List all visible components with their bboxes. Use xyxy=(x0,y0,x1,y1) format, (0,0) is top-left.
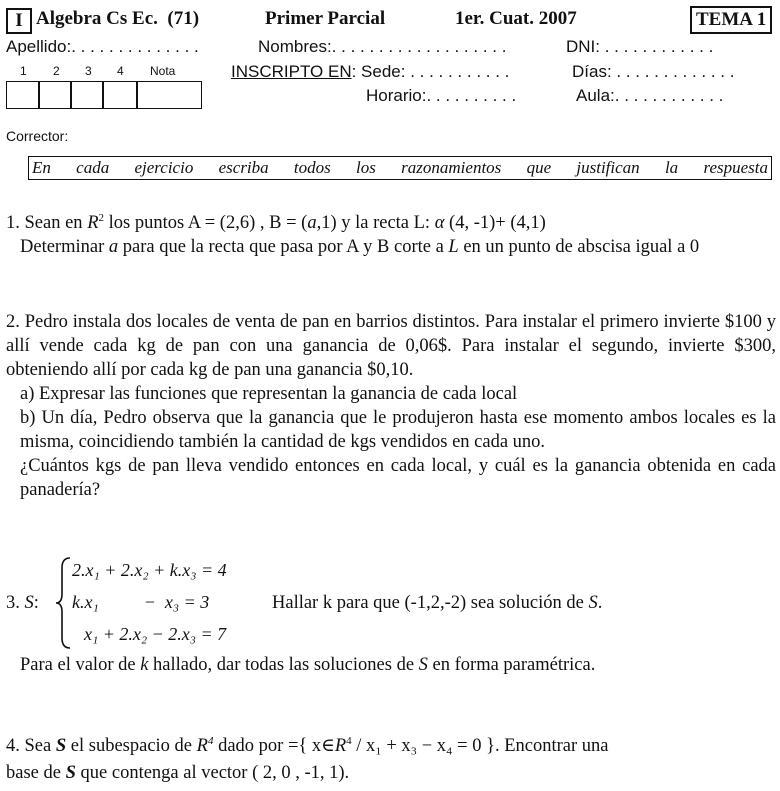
ex3-para-a: Para el valor de xyxy=(20,655,141,675)
ex1-text-b: los puntos A = (2,6) , B = ( xyxy=(104,213,308,234)
ex4-S: S xyxy=(55,736,67,757)
course-name: Algebra Cs Ec. xyxy=(36,8,158,29)
grade-label-4: 4 xyxy=(117,64,124,78)
ex4-text-d: / x₁ + x₃ − x₄ = 0 }. Encontrar una xyxy=(351,736,609,757)
system-row-1: 2.x₁ + 2.x₂ + k.x₃ = 4 xyxy=(72,560,227,580)
exercise-3-hallar xyxy=(272,593,602,614)
ex4-R-2: R xyxy=(334,736,347,757)
nombres-field: Nombres:. . . . . . . . . . . . . . . . . . . xyxy=(258,37,507,56)
system-row-3: x₁ + 2.x₂ − 2.x₃ = 7 xyxy=(84,624,227,644)
dni-field: DNI: . . . . . . . . . . . . xyxy=(566,37,714,56)
grade-cell-4[interactable] xyxy=(102,81,138,109)
exercise-4-line-1 xyxy=(6,735,608,757)
ex3-S-2: S xyxy=(588,593,598,613)
course-code: (71) xyxy=(167,8,200,29)
ex4-text-b: el subespacio de xyxy=(66,736,197,757)
inscripto-label: INSCRIPTO EN xyxy=(231,62,352,81)
grade-label-nota: Nota xyxy=(150,64,176,78)
ex3-number: 3. xyxy=(6,593,20,613)
apellido-field: Apellido:. . . . . . . . . . . . . . xyxy=(6,37,199,56)
ex3-para-b: hallado, dar todas las soluciones de xyxy=(148,655,419,675)
ex1-a: a xyxy=(307,213,317,234)
instruction-text: En cada ejercicio escriba todos los razonamientos que justifican la respuesta xyxy=(32,158,768,177)
exercise-2 xyxy=(6,310,776,502)
grade-label-2: 2 xyxy=(53,64,60,78)
grade-label-1: 1 xyxy=(20,64,27,78)
ex3-S-3: S xyxy=(418,655,428,675)
corrector-field: Corrector: xyxy=(6,128,69,144)
exercise-2-intro: 2. Pedro instala dos locales de venta de pan en barrios distintos. Para instalar el primero invierte $100 y allí vende cada kg de pan con una ganancia de 0,06$. Para instalar el segundo, invierte $300, obteniendo allí por cada kg de pan una ganancia $0,10. xyxy=(6,312,776,380)
ex1-text-f: para que la recta que pasa por A y B corte a xyxy=(118,237,449,258)
ex1-text-g: en un punto de abscisa igual a 0 xyxy=(458,237,700,258)
dias-field: Días: . . . . . . . . . . . . . xyxy=(572,62,735,81)
exercise-2-part-a: a) Expresar las funciones que representan la ganancia de cada local xyxy=(20,384,518,404)
ex3-dot: . xyxy=(597,593,603,613)
ex3-hallar-text: Hallar k para que (-1,2,-2) sea solución de xyxy=(272,593,589,613)
system-brace xyxy=(55,556,73,650)
ex1-text-d: (4, -1)+ (4,1) xyxy=(444,213,546,234)
ex3-S: S xyxy=(24,593,34,613)
exam-title: Primer Parcial xyxy=(265,8,386,29)
exercise-3-para xyxy=(20,655,595,676)
course-title xyxy=(36,8,199,30)
exercise-3-label xyxy=(6,593,39,614)
grade-cell-nota[interactable] xyxy=(136,81,202,109)
ex4-sup-2: 4 xyxy=(346,735,352,747)
ex4-text-f: que contenga al vector ( 2, 0 , -1, 1). xyxy=(75,763,350,783)
exercise-2-question: ¿Cuántos kgs de pan lleva vendido entonces en cada local, y cuál es la ganancia obtenida en cada panadería? xyxy=(20,456,776,500)
tema-number-box xyxy=(6,8,32,34)
grade-label-3: 3 xyxy=(85,64,92,78)
ex1-sup: 2 xyxy=(98,212,104,224)
ex4-S-2: S xyxy=(65,763,76,783)
inscripto-row xyxy=(231,62,509,82)
tema-box: TEMA 1 xyxy=(690,6,772,34)
exercise-1 xyxy=(6,206,776,259)
ex4-R: R xyxy=(196,736,208,757)
ex4-sup: 4 xyxy=(207,735,214,747)
aula-field: Aula:. . . . . . . . . . . . xyxy=(576,86,724,105)
grade-cell-2[interactable] xyxy=(38,81,72,109)
horario-field: Horario:. . . . . . . . . . xyxy=(366,86,517,105)
ex1-r: R xyxy=(87,213,99,234)
ex3-colon: : xyxy=(33,593,39,613)
sede-field: : Sede: . . . . . . . . . . . xyxy=(351,62,510,81)
ex1-text-a: 1. Sean en xyxy=(6,213,88,234)
exam-term: 1er. Cuat. 2007 xyxy=(455,8,577,29)
exercise-1-line-1 xyxy=(6,206,776,235)
exercise-4-line-2 xyxy=(6,763,349,784)
grade-cell-1[interactable] xyxy=(6,81,40,109)
ex4-text-a: 4. Sea xyxy=(6,736,56,757)
exercise-1-line-2 xyxy=(6,235,776,259)
ex1-text-c: ,1) y la recta L: xyxy=(316,213,435,234)
ex1-a-2: a xyxy=(108,237,119,258)
grade-cell-3[interactable] xyxy=(70,81,104,109)
ex3-para-c: en forma paramétrica. xyxy=(427,655,596,675)
system-row-2: k.x₁ − x₃ = 3 xyxy=(72,592,210,612)
ex4-text-e: base de xyxy=(6,763,66,783)
ex3-k: k xyxy=(140,655,149,675)
ex1-alpha: α xyxy=(434,213,445,234)
ex1-text-e: Determinar xyxy=(20,237,109,258)
ex4-text-c: dado por ={ x∈ xyxy=(213,736,335,757)
instruction-box xyxy=(28,156,772,180)
ex1-L: L xyxy=(448,237,459,258)
exercise-2-part-b: b) Un día, Pedro observa que la ganancia que le produjeron hasta ese momento ambos locales es la misma, coincidiendo también la cantidad de kgs vendidos en cada uno. xyxy=(20,408,776,452)
tema-number: I xyxy=(15,10,23,31)
